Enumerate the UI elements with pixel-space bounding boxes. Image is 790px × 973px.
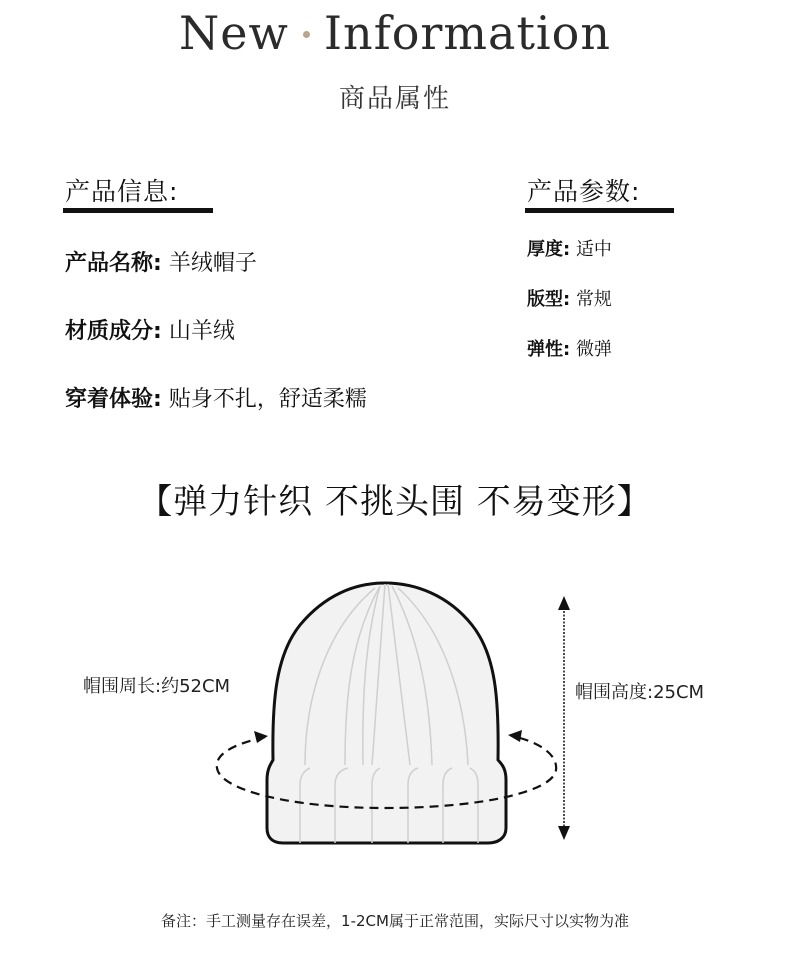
- info-row-experience: [65, 382, 367, 413]
- title-chinese: 商品属性: [338, 84, 451, 114]
- info-row-name: [65, 246, 257, 277]
- product-info-underline: [63, 208, 213, 213]
- beanie-hat-diagram-icon: [0, 560, 790, 860]
- param-label: 厚度:: [527, 239, 571, 260]
- info-row-material: [65, 314, 235, 345]
- info-value: 贴身不扎，舒适柔糯: [168, 387, 367, 412]
- info-label: 材质成分:: [65, 319, 162, 344]
- slogan: 【弹力针织 不挑头围 不易变形】: [138, 482, 652, 522]
- footnote: 备注：手工测量存在误差，1-2CM属于正常范围，实际尺寸以实物为准: [161, 912, 629, 930]
- info-value: 山羊绒: [168, 319, 235, 344]
- param-row-thickness: [527, 235, 612, 261]
- info-label: 产品名称:: [65, 251, 162, 276]
- title-word-information: Information: [323, 6, 611, 60]
- param-label: 版型:: [527, 289, 571, 310]
- product-params-underline: [525, 208, 674, 213]
- param-value: 适中: [575, 239, 612, 260]
- product-params-heading: 产品参数:: [527, 177, 641, 206]
- param-row-fit: [527, 285, 612, 311]
- separator-dot-icon: [303, 31, 310, 38]
- title-word-new: New: [179, 6, 289, 60]
- title-english: [0, 6, 790, 60]
- info-label: 穿着体验:: [65, 387, 162, 412]
- param-value: 常规: [575, 289, 612, 310]
- info-value: 羊绒帽子: [168, 251, 257, 276]
- param-label: 弹性:: [527, 339, 571, 360]
- product-info-heading: 产品信息:: [65, 177, 179, 206]
- param-row-elasticity: [527, 335, 612, 361]
- param-value: 微弹: [575, 339, 612, 360]
- circumference-label: 帽围周长:约52CM: [83, 676, 231, 697]
- height-label: 帽围高度:25CM: [575, 682, 705, 703]
